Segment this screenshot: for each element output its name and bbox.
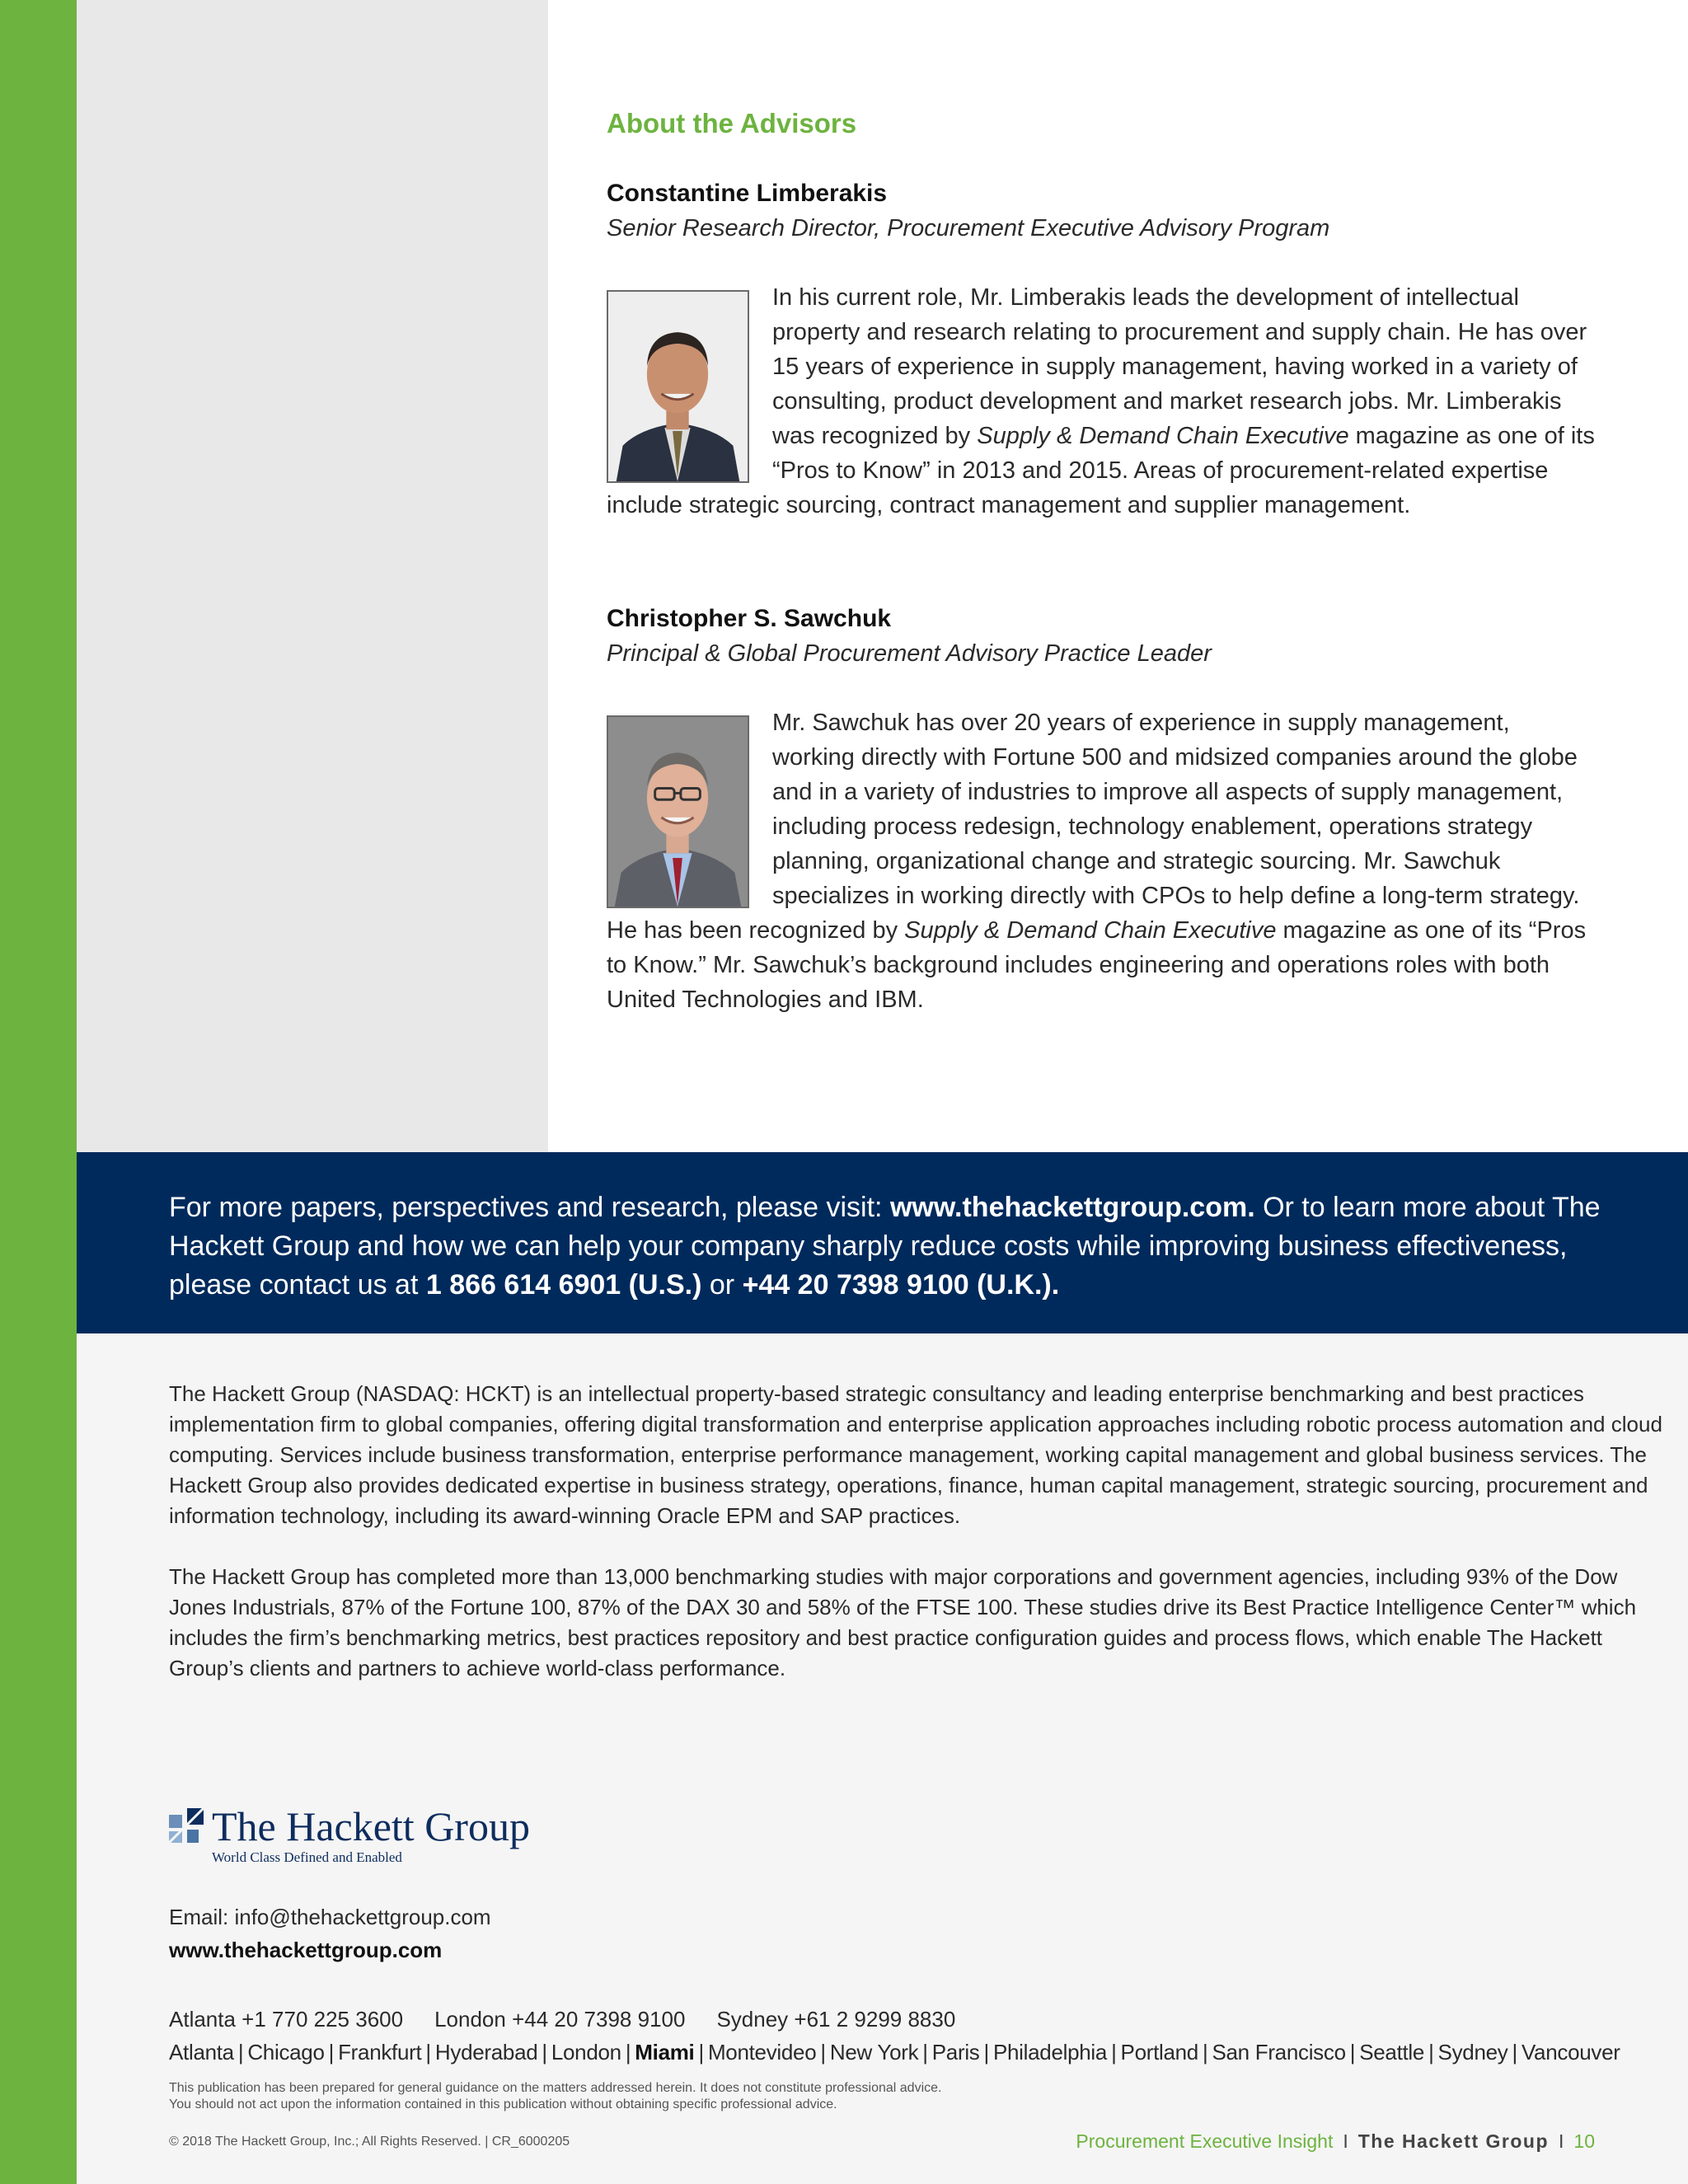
left-gray-panel (77, 0, 548, 1152)
about-paragraph: The Hackett Group has completed more than 13,000 benchmarking studies with major corporations and government agencies, including 93% of the Dow Jones Industrials, 87% of the Fortune 100, 87% of the DAX 30 and 58% of the FTSE 100. These studies drive its Best Practice Intelligence Center™ which includes the firm’s benchmarking metrics, best practices repository and best practice configuration guides and process flows, which enable The Hackett Group’s clients and partners to achieve world-class performance. (169, 1564, 1637, 1680)
portrait-placeholder-icon (608, 717, 748, 907)
advisor-name: Constantine Limberakis (607, 180, 888, 207)
advisors-section (607, 105, 1596, 1017)
phone-uk: +44 20 7398 9100 (U.K.). (742, 1269, 1060, 1301)
advisor-entry (607, 602, 1596, 1017)
phone-london: London +44 20 7398 9100 (434, 2007, 686, 2032)
phone-atlanta: Atlanta +1 770 225 3600 (169, 2007, 404, 2032)
company-logo (169, 1803, 548, 1869)
about-paragraph: The Hackett Group (NASDAQ: HCKT) is an intellectual property-based strategic consultancy and leading enterprise benchmarking and best practices implementation firm to global companies, offering digital transformation and enterprise application approaches including robotic process automation and cloud computing. Services include business transformation, enterprise performance management, working capital management and global business services. The Hackett Group also provides dedicated expertise in business strategy, operations, finance, human capital management, strategic sourcing, procurement and information technology, including its award-winning Oracle EPM and SAP practices. (169, 1381, 1662, 1528)
portrait-placeholder-icon (608, 292, 748, 481)
advisor-name: Christopher S. Sawchuk (607, 605, 892, 632)
left-accent-bar (0, 0, 77, 2184)
advisor-bio: Mr. Sawchuk has over 20 years of experience in supply management, working directly with Fortune 500 and midsized companies around the globe and in a variety of industries to improve all aspects of supply management, including process redesign, technology enablement, operations strategy planning, organizational change and strategic sourcing. Mr. Sawchuk specializes in working directly with CPOs to help define a long-term strategy. He has been recognized by Supply & Demand Chain Executive magazine as one of its “Pros to Know.” Mr. Sawchuk’s background includes engineering and operations roles with both United Technologies and IBM. (607, 710, 1587, 1013)
page-number: 10 (1573, 2130, 1595, 2152)
advisor-bio: In his current role, Mr. Limberakis leads the development of intellectual property and research relating to procurement and supply chain. He has over 15 years of experience in supply management, having worked in a variety of consulting, product development and market research jobs. Mr. Limberakis was recognized by Supply & Demand Chain Executive magazine as one of its “Pros to Know” in 2013 and 2015. Areas of procurement-related expertise include strategic sourcing, contract management and supplier management. (607, 284, 1595, 518)
footer-company: The Hackett Group (1357, 2130, 1550, 2152)
section-title: About the Advisors (607, 108, 857, 138)
phone-sydney: Sydney +61 2 9299 8830 (716, 2007, 956, 2032)
company-info-panel (77, 1333, 1688, 2184)
contact-email[interactable]: Email: info@thehackettgroup.com (169, 1905, 491, 1929)
hackett-logo-mark-icon (169, 1808, 205, 1843)
advisor-photo (607, 290, 749, 483)
office-cities: Atlanta | Chicago | Frankfurt | Hyderabad | London | Miami | Montevideo | New York | Paris | Philadelphia | Portland | San Francisco | Seattle | Sydney | Vancouver (169, 2040, 1620, 2064)
logo-tagline: World Class Defined and Enabled (212, 1849, 402, 1865)
company-description (169, 1379, 1677, 1684)
website-link[interactable]: www.thehackettgroup.com. (889, 1192, 1255, 1223)
page-footer: Procurement Executive Insight I The Hackett Group I 10 (1076, 2130, 1595, 2152)
advisor-role: Senior Research Director, Procurement Executive Advisory Program (607, 215, 1330, 241)
copyright: © 2018 The Hackett Group, Inc.; All Rights Reserved. | CR_6000205 (169, 2135, 570, 2149)
advisor-photo (607, 715, 749, 908)
advisor-role: Principal & Global Procurement Advisory Practice Leader (607, 640, 1212, 667)
call-to-action-band: For more papers, perspectives and research, please visit: www.thehackettgroup.com. Or to learn more about The Hackett Group and how we can help your company sharply reduce costs while improving business effectiveness, please contact us at 1 866 614 6901 (U.S.) or +44 20 7398 9100 (U.K.). (77, 1152, 1688, 1333)
contact-website[interactable]: www.thehackettgroup.com (169, 1938, 443, 1962)
disclaimer: This publication has been prepared for general guidance on the matters addressed herein. It does not constitute professional advice. You should not act upon the information contained in this publication without obtaining specific professional advice. (169, 2081, 942, 2111)
logo-wordmark: The Hackett Group (212, 1803, 530, 1849)
publication-name: Procurement Executive Insight (1076, 2130, 1334, 2152)
phone-us: 1 866 614 6901 (U.S.) (425, 1269, 702, 1301)
advisor-entry (607, 176, 1596, 523)
office-phones (169, 2003, 1688, 2036)
